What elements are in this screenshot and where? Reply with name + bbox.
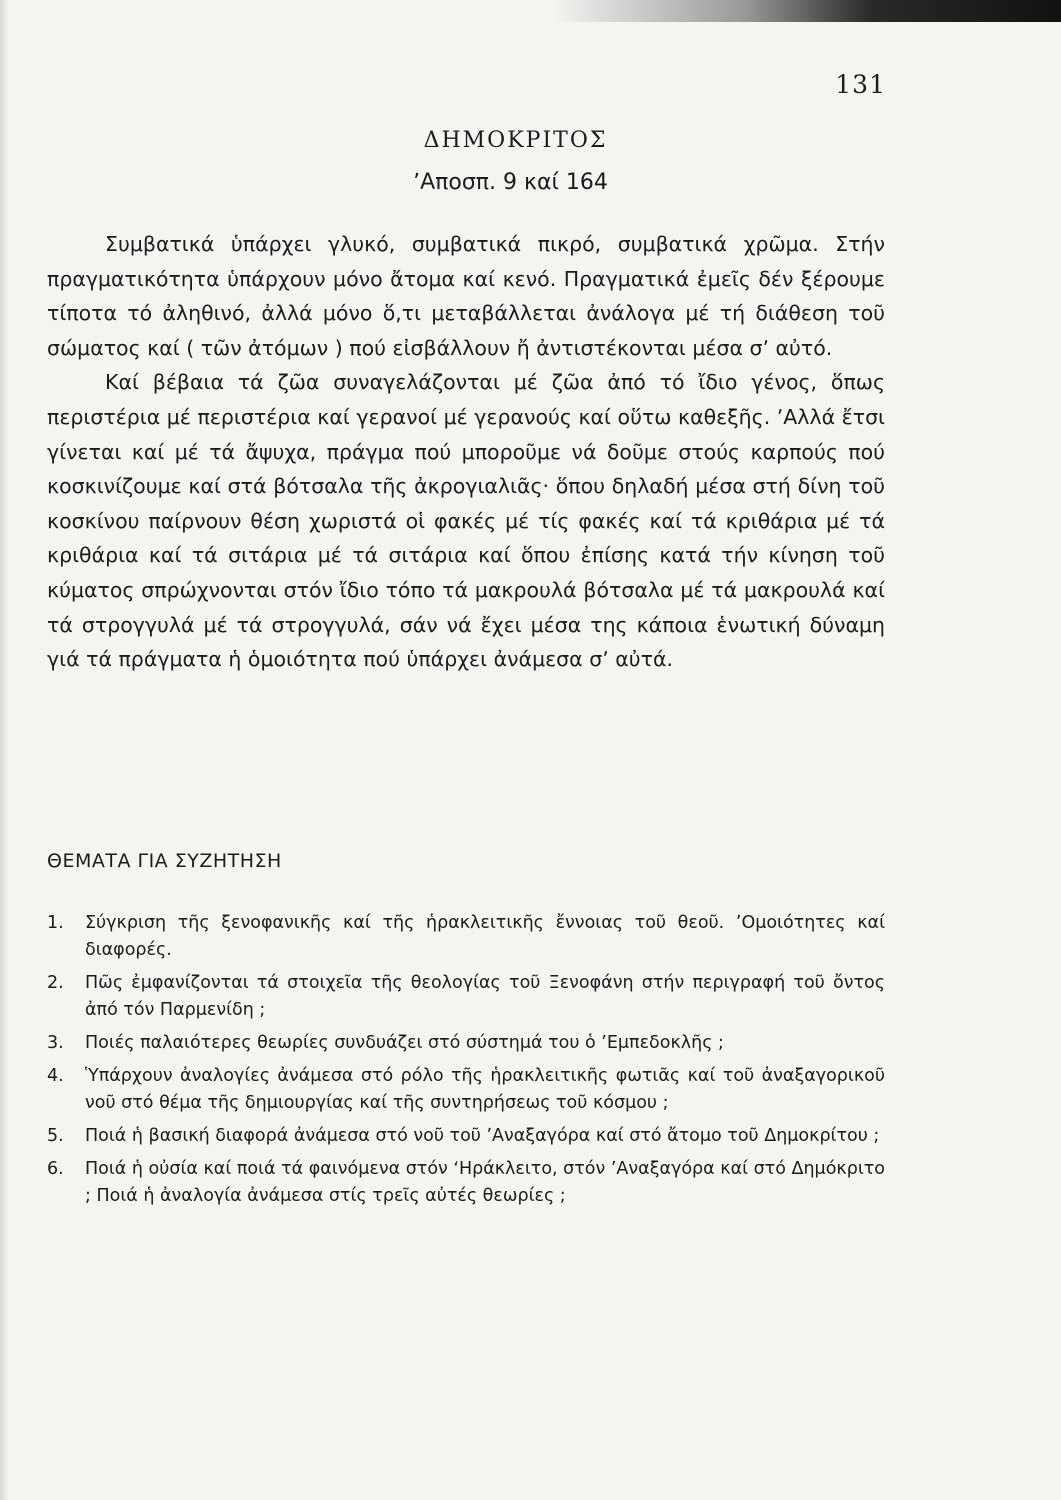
paragraph: Συμβατικά ὑπάρχει γλυκό, συμβατικά πικρό, συμβατικά χρῶμα. Στήν πραγματικότητα ὑπάρχουν μόνο ἄτομα καί κενό. Πραγματικά ἐμεῖς δέν ξέρουμε τίποτα τό ἀληθινό, ἀλλά μόνο ὅ,τι μεταβάλλεται ἀνάλογα μέ τή διάθεση τοῦ σώματος καί ( τῶν ἀτόμων ) πού εἰσβάλλουν ἤ ἀντιστέκονται μέσα σʼ αὐτό. (47, 232, 885, 360)
discussion-title: ΘΕΜΑΤΑ ΓΙΑ ΣΥΖΗΤΗΣΗ (47, 850, 282, 872)
list-item (47, 1063, 885, 1117)
page-number: 131 (835, 70, 886, 99)
list-item-number: 5. (47, 1126, 64, 1146)
list-item-text: Σύγκριση τῆς ξενοφανικῆς καί τῆς ἡρακλειτικῆς ἔννοιας τοῦ θεοῦ. ʼΟμοιότητες καί διαφορές. (85, 913, 885, 960)
list-item-text: Ὑπάρχουν ἀναλογίες ἀνάμεσα στό ρόλο τῆς ἡρακλειτικῆς φωτιᾶς καί τοῦ ἀναξαγορικοῦ νοῦ στό θέμα τῆς δημιουργίας καί τῆς συντηρήσεως τοῦ κόσμου ; (85, 1066, 885, 1113)
page-subtitle: ʼΑποσπ. 9 καί 164 (413, 170, 608, 195)
list-item (47, 1156, 885, 1210)
main-text (47, 227, 885, 677)
list-item-text: Πῶς ἐμφανίζονται τά στοιχεῖα τῆς θεολογίας τοῦ Ξενοφάνη στήν περιγραφή τοῦ ὄντος ἀπό τόν Παρμενίδη ; (85, 973, 885, 1020)
list-item-text: Ποιά ἡ βασική διαφορά ἀνάμεσα στό νοῦ τοῦ ʼΑναξαγόρα καί στό ἄτομο τοῦ Δημοκρίτου ; (85, 1126, 880, 1146)
list-item-number: 3. (47, 1033, 64, 1053)
list-item-number: 2. (47, 973, 64, 993)
list-item (47, 910, 885, 964)
list-item-number: 1. (47, 913, 64, 933)
list-item-number: 4. (47, 1066, 64, 1086)
list-item (47, 970, 885, 1024)
paragraph: Καί βέβαια τά ζῶα συναγελάζονται μέ ζῶα ἀπό τό ἴδιο γένος, ὅπως περιστέρια μέ περιστέρια καί γερανοί μέ γερανούς καί οὕτω καθεξῆς. ʼΑλλά ἔτσι γίνεται καί μέ τά ἄψυχα, πράγμα πού μποροῦμε νά δοῦμε στούς καρπούς πού κοσκινίζουμε καί στά βότσαλα τῆς ἀκρογιαλιᾶς· ὅπου δηλαδή μέσα στή δίνη τοῦ κοσκίνου παίρνουν θέση χωριστά οἱ φακές μέ τίς φακές καί τά κριθάρια μέ τά κριθάρια καί τά σιτάρια μέ τά σιτάρια καί ὅπου ἐπίσης κατά τήν κίνηση τοῦ κύματος σπρώχνονται στόν ἴδιο τόπο τά μακρουλά βότσαλα μέ τά μακρουλά καί τά στρογγυλά μέ τά στρογγυλά, σάν νά ἔχει μέσα της κάποια ἑνωτική δύναμη γιά τά πράγματα ἡ ὁμοιότητα πού ὑπάρχει ἀνάμεσα σʼ αὐτά. (47, 370, 885, 672)
list-item (47, 1030, 885, 1057)
scan-left-shadow (0, 0, 8, 1500)
list-item (47, 1123, 885, 1150)
list-item-text: Ποιά ἡ οὐσία καί ποιά τά φαινόμενα στόν ʻΗράκλειτο, στόν ʼΑναξαγόρα καί στό Δημόκριτο ; Ποιά ἡ ἀναλογία ἀνάμεσα στίς τρεῖς αὐτές θεωρίες ; (85, 1159, 885, 1206)
scan-edge-shadow (0, 0, 1061, 22)
page-title: ΔΗΜΟΚΡΙΤΟΣ (423, 128, 608, 153)
discussion-list (47, 910, 885, 1216)
list-item-text: Ποιές παλαιότερες θεωρίες συνδυάζει στό σύστημά του ὁ ʼΕμπεδοκλῆς ; (85, 1033, 724, 1053)
list-item-number: 6. (47, 1159, 64, 1179)
